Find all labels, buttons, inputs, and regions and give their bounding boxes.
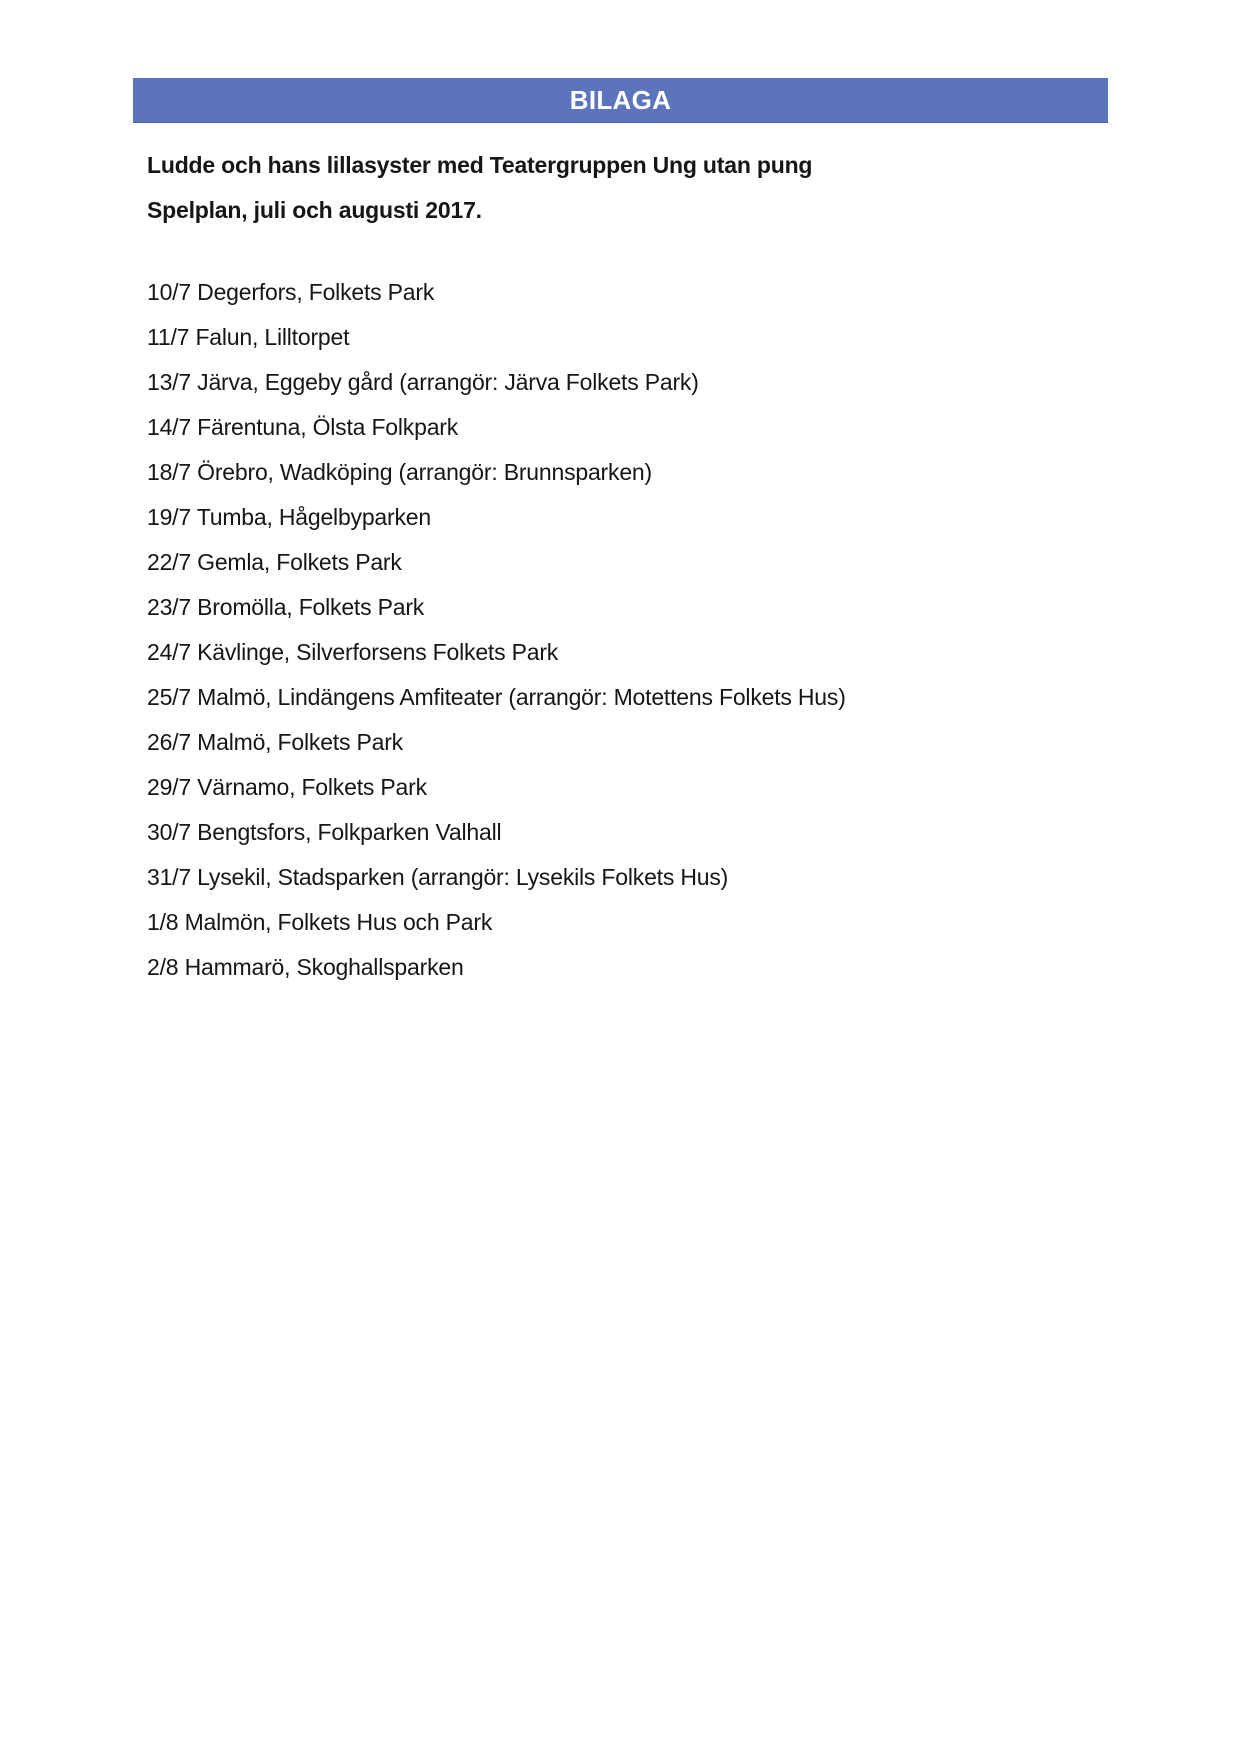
schedule-item: 26/7 Malmö, Folkets Park: [147, 729, 403, 755]
schedule-item: 23/7 Bromölla, Folkets Park: [147, 594, 425, 620]
heading-subtitle-line: Spelplan, juli och augusti 2017.: [147, 197, 482, 223]
schedule-item: 31/7 Lysekil, Stadsparken (arrangör: Lysekils Folkets Hus): [147, 864, 729, 890]
schedule-list: [147, 270, 846, 990]
schedule-item: 29/7 Värnamo, Folkets Park: [147, 774, 427, 800]
schedule-item: 13/7 Järva, Eggeby gård (arrangör: Järva Folkets Park): [147, 369, 699, 395]
schedule-item: 2/8 Hammarö, Skoghallsparken: [147, 954, 464, 980]
schedule-item: 19/7 Tumba, Hågelbyparken: [147, 504, 431, 530]
schedule-item: 11/7 Falun, Lilltorpet: [147, 324, 350, 350]
document-heading: [147, 143, 812, 233]
schedule-item: 24/7 Kävlinge, Silverforsens Folkets Park: [147, 639, 559, 665]
schedule-item: 22/7 Gemla, Folkets Park: [147, 549, 402, 575]
bilaga-banner-label: BILAGA: [569, 84, 672, 115]
schedule-item: 1/8 Malmön, Folkets Hus och Park: [147, 909, 493, 935]
schedule-item: 18/7 Örebro, Wadköping (arrangör: Brunnsparken): [147, 459, 652, 485]
schedule-item: 14/7 Färentuna, Ölsta Folkpark: [147, 414, 459, 440]
bilaga-banner: [133, 78, 1108, 123]
heading-title-line: Ludde och hans lillasyster med Teatergruppen Ung utan pung: [147, 152, 813, 178]
schedule-item: 25/7 Malmö, Lindängens Amfiteater (arrangör: Motettens Folkets Hus): [147, 684, 846, 710]
schedule-item: 30/7 Bengtsfors, Folkparken Valhall: [147, 819, 502, 845]
schedule-item: 10/7 Degerfors, Folkets Park: [147, 279, 435, 305]
